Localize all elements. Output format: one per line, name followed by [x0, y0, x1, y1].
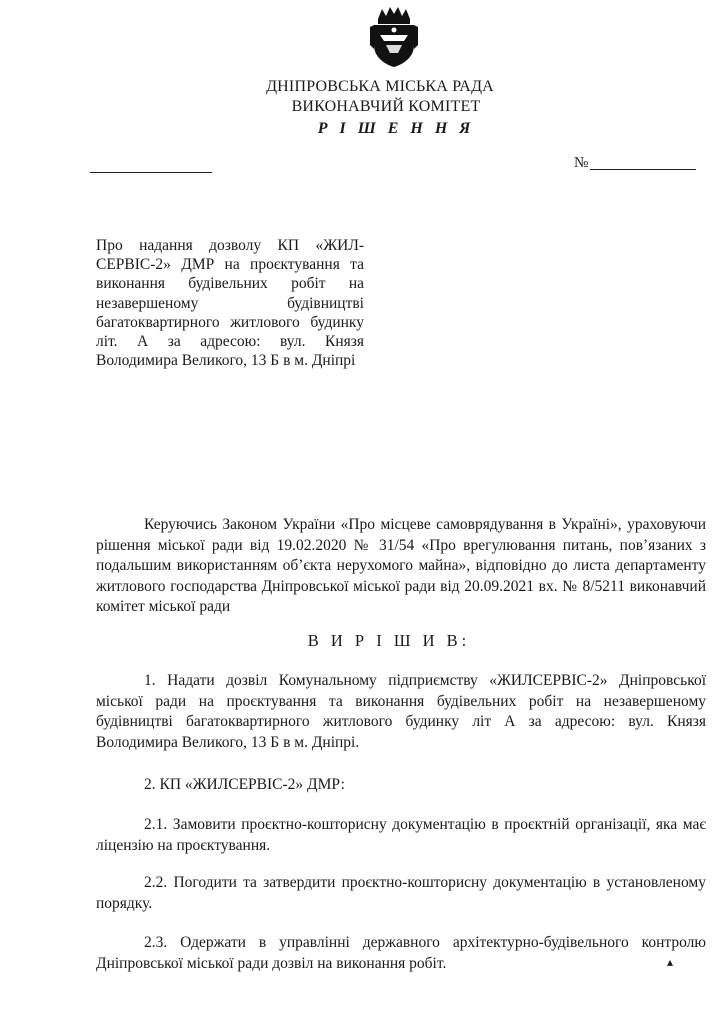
resolved-heading: В И Р І Ш И В:: [307, 631, 471, 650]
resolution-item-2-3: 2.3. Одержати в управлінні державного архітектурно-будівельного контролю Дніпровської міської ради дозвіл на виконання робіт.: [96, 934, 706, 972]
council-name: ДНІПРОВСЬКА МІСЬКА РАДА: [266, 78, 494, 95]
resolution-item-2: 2. КП «ЖИЛСЕРВІС-2» ДМР:: [144, 776, 345, 793]
date-blank-line: [90, 172, 212, 173]
preamble-paragraph: Керуючись Законом України «Про місцеве самоврядування в Україні», ураховуючи рішення міської ради від 19.02.2020 № 31/54 «Про врегулювання питань, пов’язаних з подальшим використанням об’єкта нерухомого майна», відповідно до листа департаменту житлового господарства Дніпровської міської ради від 20.09.2021 вх. № 8/5211 виконавчий комітет міської ради: [96, 516, 706, 615]
city-coat-of-arms-icon: [366, 5, 422, 69]
resolution-item-2-1: 2.1. Замовити проєктно-кошторисну документацію в проєктній організації, яка має ліцензію на проєктування.: [96, 816, 706, 854]
resolution-item-2-2: 2.2. Погодити та затвердити проєктно-кошторисну документацію в установленому порядку.: [96, 874, 706, 912]
decision-number-field: [574, 155, 696, 172]
document-type-title: Р І Ш Е Н Н Я: [317, 120, 475, 137]
decision-subject: Про надання дозволу КП «ЖИЛ-СЕРВІС-2» ДМР на проєктування та виконання будівельних робіт на незавершеному будівництві багатоквартирного житлового будинку літ. А за адресою: вул. Князя Володимира Великого, 13 Б в м. Дніпрі: [96, 237, 364, 370]
number-label: №: [574, 155, 589, 171]
resolution-item-1: 1. Надати дозвіл Комунальному підприємству «ЖИЛСЕРВІС-2» Дніпровської міської ради на проєктування та виконання будівельних робіт на незавершеному будівництві багатоквартирного житлового будинку літ А за адресою: вул. Князя Володимира Великого, 13 Б в м. Дніпрі.: [96, 672, 706, 751]
number-blank-line: [590, 169, 696, 170]
committee-name: ВИКОНАВЧИЙ КОМІТЕТ: [291, 98, 481, 115]
scan-mark: ▴: [667, 955, 674, 969]
